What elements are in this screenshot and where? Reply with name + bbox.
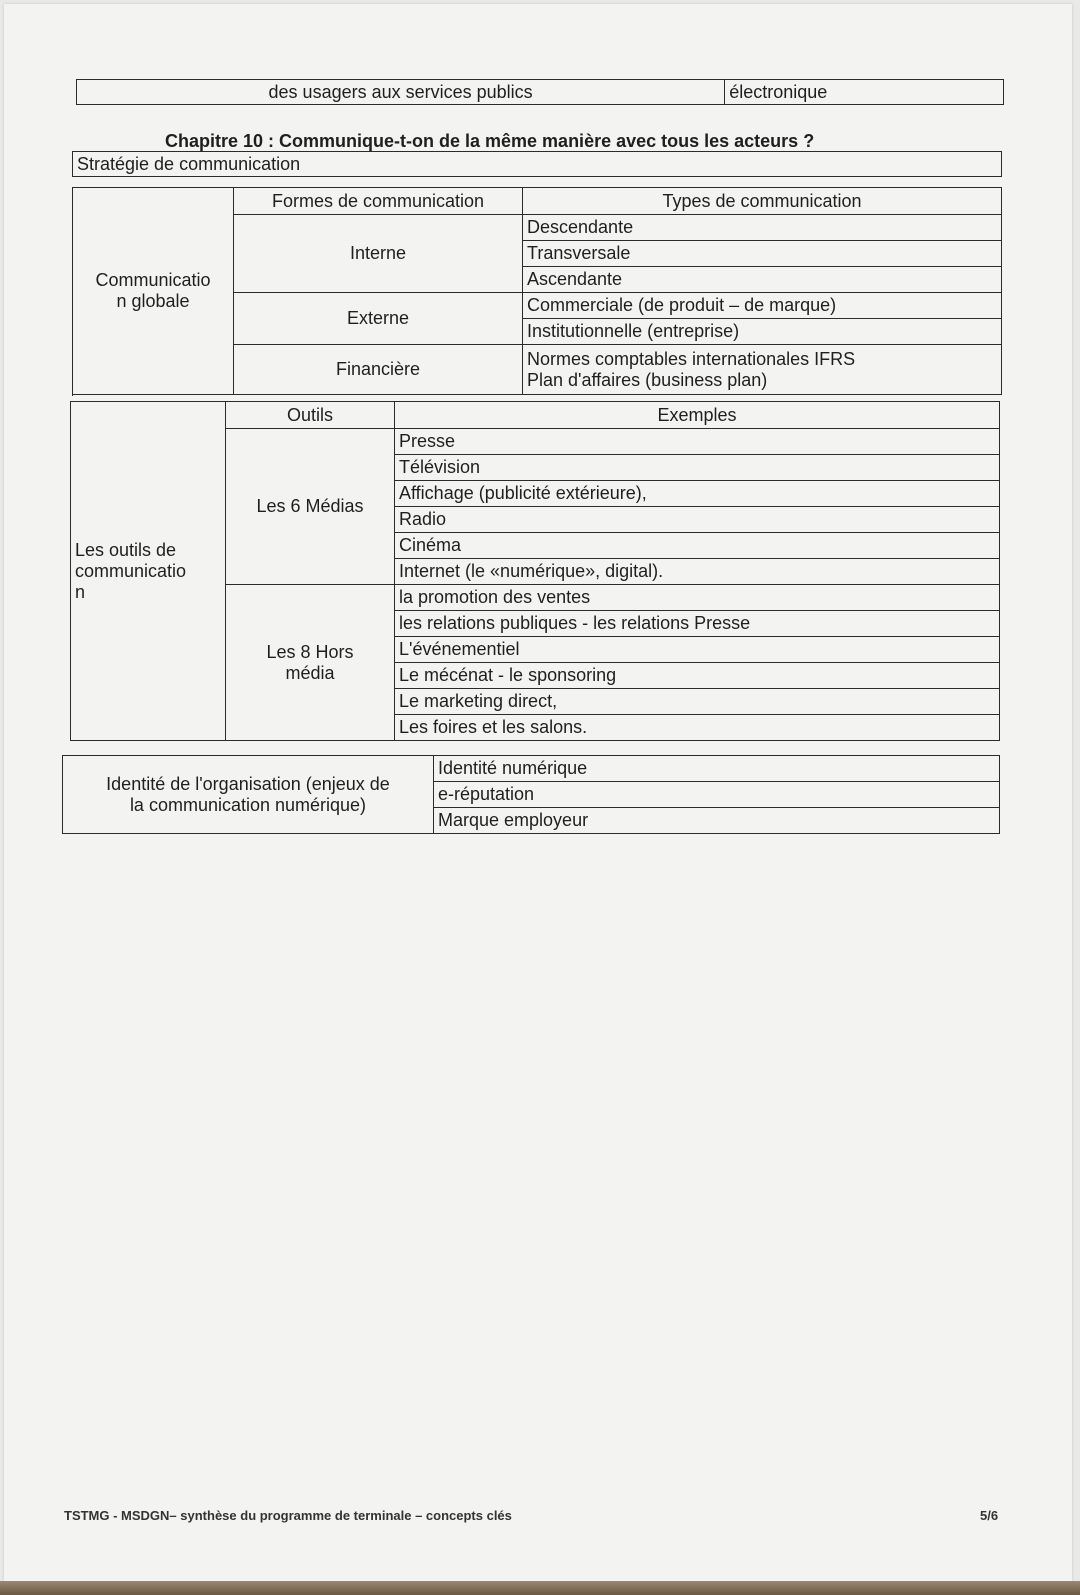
example-cell: Les foires et les salons. — [395, 715, 1000, 741]
desk-edge — [0, 1581, 1080, 1595]
continuation-right-cell: électronique — [725, 80, 1004, 105]
tools-label: Les outils de communicatio n — [71, 402, 226, 741]
identity-item: Identité numérique — [434, 756, 1000, 782]
type-cell: Ascendante — [523, 267, 1002, 293]
continuation-left-cell: des usagers aux services publics — [77, 80, 725, 105]
example-cell: Le mécénat - le sponsoring — [395, 663, 1000, 689]
footer-course-title: TSTMG - MSDGN– synthèse du programme de terminale – concepts clés — [64, 1508, 512, 1523]
identity-item: e-réputation — [434, 782, 1000, 808]
page-number: 5/6 — [980, 1508, 999, 1523]
tool-medias: Les 6 Médias — [226, 429, 395, 585]
type-cell: Descendante — [523, 215, 1002, 241]
tools-header: Outils — [226, 402, 395, 429]
forms-header: Formes de communication — [234, 188, 523, 215]
example-cell: Internet (le «numérique», digital). — [395, 559, 1000, 585]
tool-hors-media: Les 8 Hors média — [226, 585, 395, 741]
type-cell: Commerciale (de produit – de marque) — [523, 293, 1002, 319]
example-cell: Affichage (publicité extérieure), — [395, 481, 1000, 507]
example-cell: les relations publiques - les relations Presse — [395, 611, 1000, 637]
example-cell: la promotion des ventes — [395, 585, 1000, 611]
tools-table — [70, 401, 1000, 741]
identity-item: Marque employeur — [434, 808, 1000, 834]
type-cell: Normes comptables internationales IFRS Plan d'affaires (business plan) — [523, 345, 1002, 395]
chapter-title: Chapitre 10 : Communique-t-on de la même manière avec tous les acteurs ? — [165, 131, 815, 151]
example-cell: Télévision — [395, 455, 1000, 481]
type-cell: Institutionnelle (entreprise) — [523, 319, 1002, 345]
example-cell: L'événementiel — [395, 637, 1000, 663]
strategy-header-table — [72, 151, 1002, 177]
example-cell: Radio — [395, 507, 1000, 533]
form-financiere: Financière — [234, 345, 523, 395]
examples-header: Exemples — [395, 402, 1000, 429]
example-cell: Presse — [395, 429, 1000, 455]
form-interne: Interne — [234, 215, 523, 293]
identity-label: Identité de l'organisation (enjeux de la communication numérique) — [63, 756, 434, 834]
communication-globale-label: Communicatio n globale — [73, 188, 234, 395]
types-header: Types de communication — [523, 188, 1002, 215]
identity-table — [62, 755, 1000, 834]
communication-table — [72, 187, 1002, 395]
continuation-table — [76, 79, 1004, 105]
example-cell: Le marketing direct, — [395, 689, 1000, 715]
type-cell: Transversale — [523, 241, 1002, 267]
form-externe: Externe — [234, 293, 523, 345]
example-cell: Cinéma — [395, 533, 1000, 559]
strategy-header: Stratégie de communication — [73, 152, 1002, 177]
